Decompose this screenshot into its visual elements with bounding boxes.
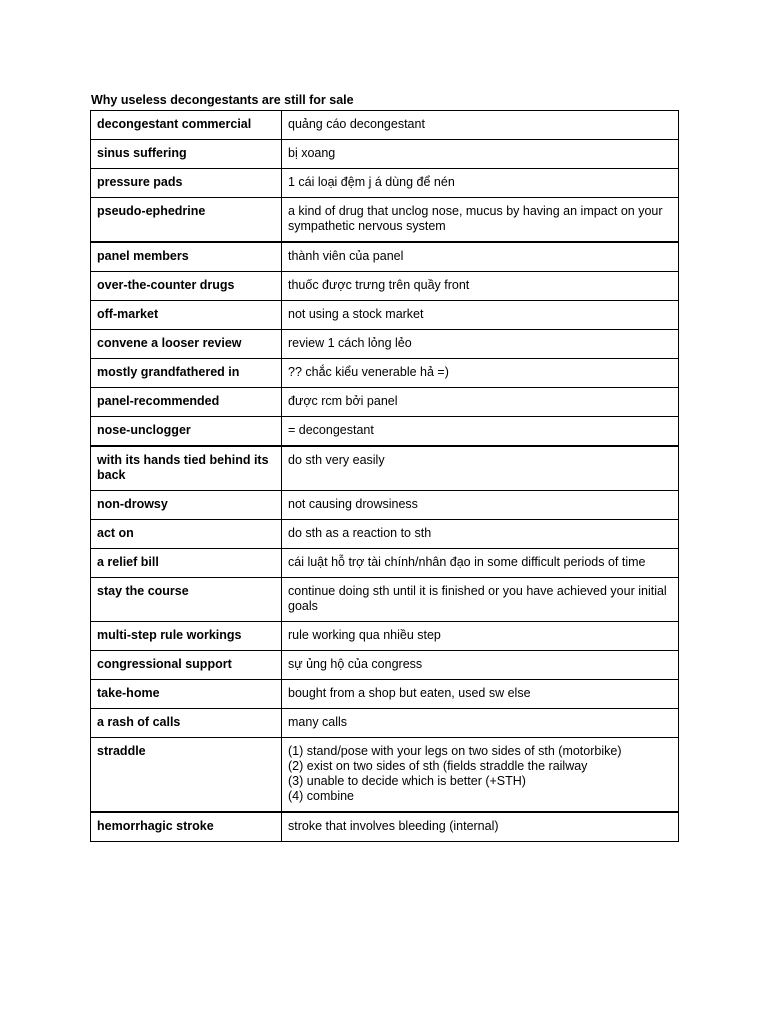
table-row xyxy=(91,359,679,388)
term-cell: sinus suffering xyxy=(91,140,282,169)
table-row xyxy=(91,140,679,169)
definition-line: sự ủng hộ của congress xyxy=(288,657,423,671)
definition-line: ?? chắc kiểu venerable hả =) xyxy=(288,365,449,379)
table-row xyxy=(91,301,679,330)
term-cell: a relief bill xyxy=(91,549,282,578)
term-cell: congressional support xyxy=(91,651,282,680)
definition-cell xyxy=(282,301,679,330)
definition-line: a kind of drug that unclog nose, mucus by having an impact on your sympathetic nervous system xyxy=(288,204,663,233)
definition-cell xyxy=(282,651,679,680)
definition-cell xyxy=(282,446,679,491)
table-row xyxy=(91,388,679,417)
table-row xyxy=(91,520,679,549)
table-row xyxy=(91,709,679,738)
definition-cell xyxy=(282,388,679,417)
definition-line: bị xoang xyxy=(288,146,336,160)
definition-line: do sth as a reaction to sth xyxy=(288,526,432,540)
term-cell: mostly grandfathered in xyxy=(91,359,282,388)
term-cell: panel members xyxy=(91,242,282,272)
table-row xyxy=(91,549,679,578)
term-cell: act on xyxy=(91,520,282,549)
definition-cell xyxy=(282,359,679,388)
definition-line: rule working qua nhiều step xyxy=(288,628,441,642)
definition-cell xyxy=(282,417,679,447)
definition-cell xyxy=(282,111,679,140)
table-row xyxy=(91,330,679,359)
definition-cell xyxy=(282,520,679,549)
term-cell: multi-step rule workings xyxy=(91,622,282,651)
definition-line: do sth very easily xyxy=(288,453,385,467)
definition-line: được rcm bởi panel xyxy=(288,394,398,408)
term-cell: with its hands tied behind its back xyxy=(91,446,282,491)
definition-line: not causing drowsiness xyxy=(288,497,418,511)
table-row xyxy=(91,651,679,680)
definition-cell xyxy=(282,242,679,272)
definition-cell xyxy=(282,812,679,842)
table-row xyxy=(91,111,679,140)
term-cell: off-market xyxy=(91,301,282,330)
table-row xyxy=(91,272,679,301)
definition-line: review 1 cách lỏng lẻo xyxy=(288,336,412,350)
definition-cell xyxy=(282,680,679,709)
definition-cell xyxy=(282,491,679,520)
table-row xyxy=(91,622,679,651)
term-cell: hemorrhagic stroke xyxy=(91,812,282,842)
definition-line: many calls xyxy=(288,715,348,729)
definition-line: quảng cáo decongestant xyxy=(288,117,425,131)
table-row xyxy=(91,242,679,272)
definition-line: = decongestant xyxy=(288,423,374,437)
definition-line: continue doing sth until it is finished or you have achieved your initial goals xyxy=(288,584,667,613)
page-title: Why useless decongestants are still for sale xyxy=(91,93,354,107)
definition-cell xyxy=(282,198,679,243)
table-row xyxy=(91,417,679,447)
table-row xyxy=(91,446,679,491)
table-row xyxy=(91,491,679,520)
definition-line: (1) stand/pose with your legs on two sides of sth (motorbike) xyxy=(288,744,622,758)
definition-cell xyxy=(282,330,679,359)
definition-line: (3) unable to decide which is better (+STH) xyxy=(288,774,526,788)
table-row xyxy=(91,169,679,198)
definition-line: not using a stock market xyxy=(288,307,424,321)
definition-cell xyxy=(282,738,679,813)
definition-line: (2) exist on two sides of sth (fields straddle the railway xyxy=(288,759,588,773)
vocabulary-table xyxy=(90,110,679,842)
definition-line: thành viên của panel xyxy=(288,249,404,263)
definition-cell xyxy=(282,140,679,169)
term-cell: a rash of calls xyxy=(91,709,282,738)
definition-line: stroke that involves bleeding (internal) xyxy=(288,819,499,833)
term-cell: decongestant commercial xyxy=(91,111,282,140)
definition-cell xyxy=(282,578,679,622)
term-cell: pressure pads xyxy=(91,169,282,198)
definition-cell xyxy=(282,622,679,651)
definition-line: cái luật hỗ trợ tài chính/nhân đạo in some difficult periods of time xyxy=(288,555,646,569)
term-cell: take-home xyxy=(91,680,282,709)
definition-line: 1 cái loại đệm j á dùng để nén xyxy=(288,175,455,189)
definition-cell xyxy=(282,272,679,301)
definition-cell xyxy=(282,549,679,578)
definition-line: bought from a shop but eaten, used sw else xyxy=(288,686,531,700)
definition-line: thuốc được trưng trên quầy front xyxy=(288,278,470,292)
term-cell: convene a looser review xyxy=(91,330,282,359)
definition-cell xyxy=(282,169,679,198)
term-cell: stay the course xyxy=(91,578,282,622)
term-cell: pseudo-ephedrine xyxy=(91,198,282,243)
definition-cell xyxy=(282,709,679,738)
definition-line: (4) combine xyxy=(288,789,354,803)
table-row xyxy=(91,680,679,709)
table-row xyxy=(91,738,679,813)
term-cell: over-the-counter drugs xyxy=(91,272,282,301)
table-row xyxy=(91,812,679,842)
term-cell: nose-unclogger xyxy=(91,417,282,447)
term-cell: non-drowsy xyxy=(91,491,282,520)
term-cell: panel-recommended xyxy=(91,388,282,417)
table-row xyxy=(91,578,679,622)
term-cell: straddle xyxy=(91,738,282,813)
table-row xyxy=(91,198,679,243)
